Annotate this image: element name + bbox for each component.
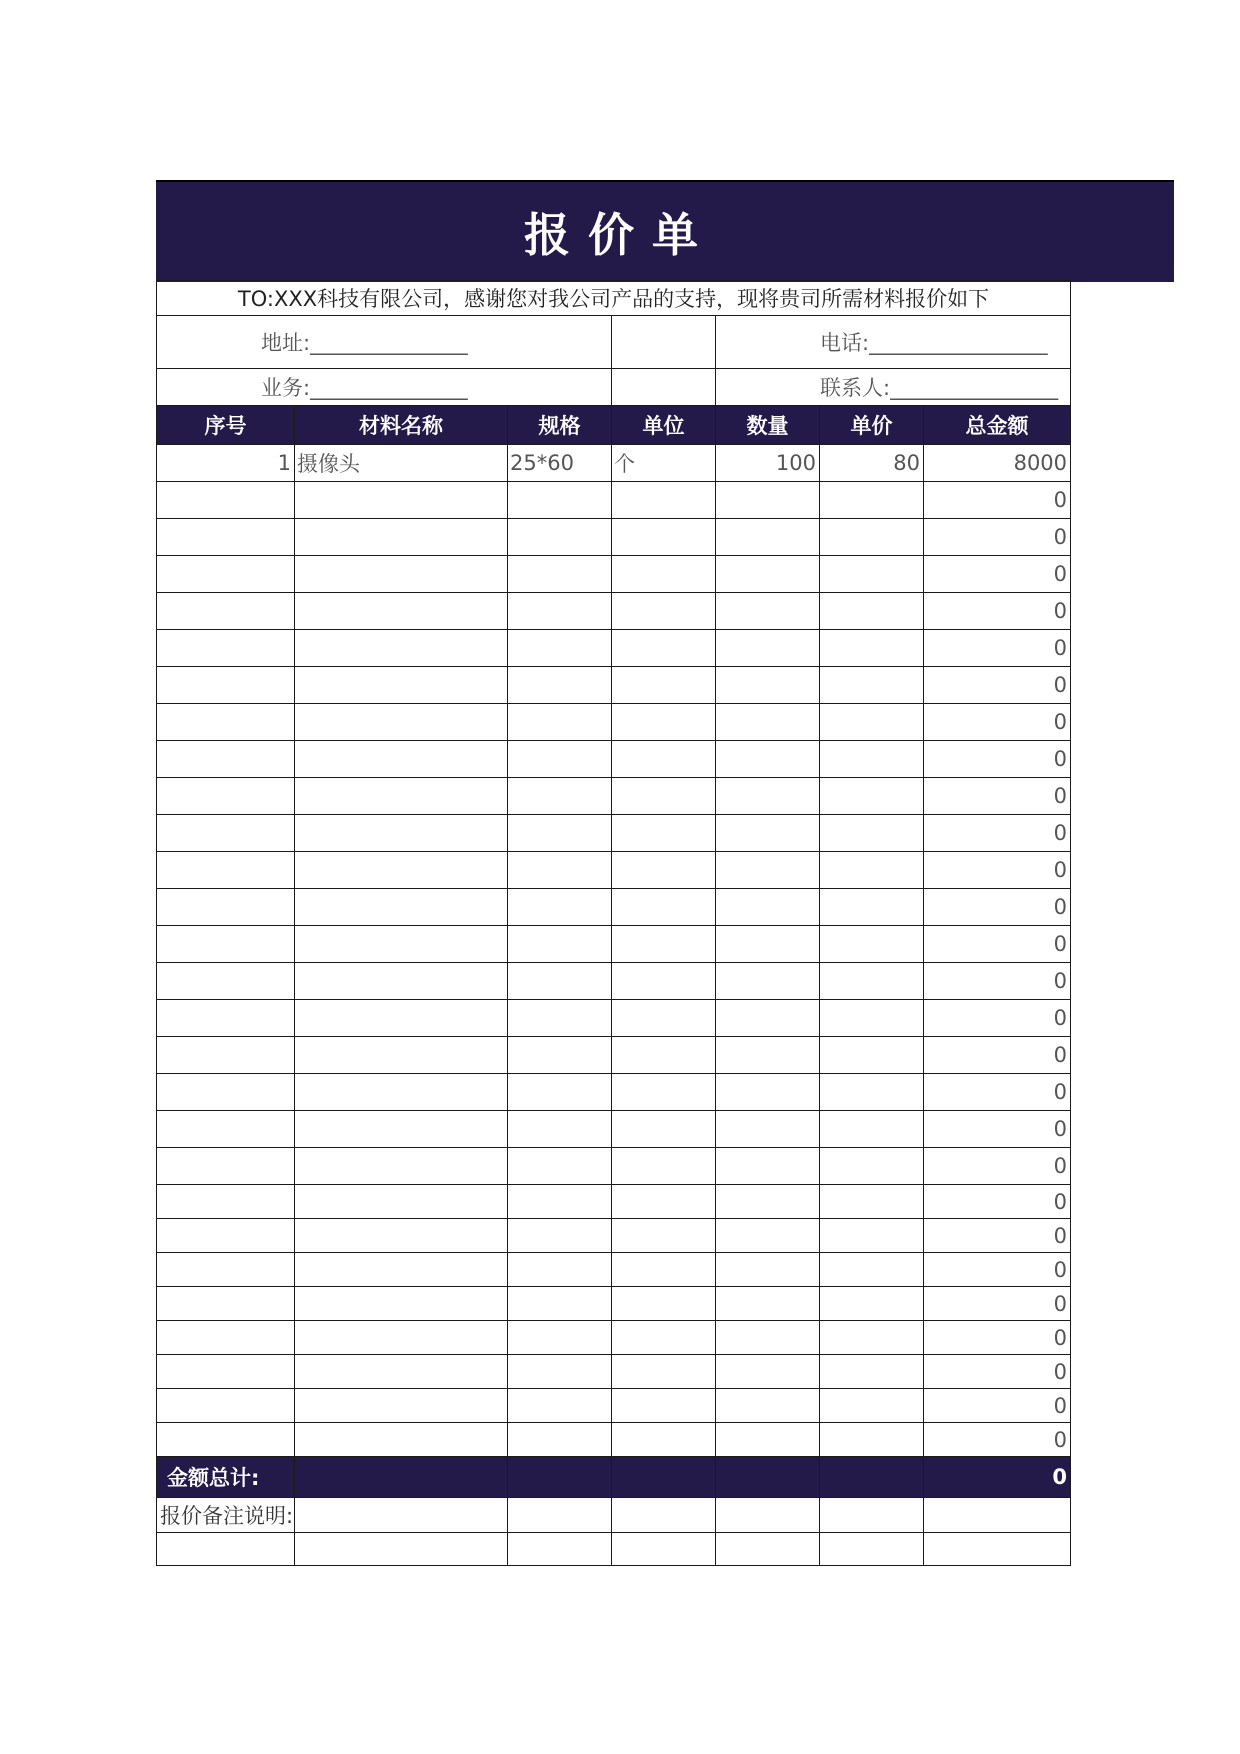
greeting-text[interactable]: TO:XXX科技有限公司，感谢您对我公司产品的支持，现将贵司所需材料报价如下: [157, 281, 1071, 316]
cell-index[interactable]: [157, 1389, 295, 1423]
cell-index[interactable]: [157, 741, 295, 778]
cell-qty[interactable]: [716, 852, 820, 889]
cell-index[interactable]: [157, 815, 295, 852]
table-row: [157, 963, 1071, 1000]
table-row: [157, 889, 1071, 926]
cell-spec[interactable]: [508, 593, 612, 630]
cell-spec[interactable]: [508, 1389, 612, 1423]
cell-index[interactable]: [157, 889, 295, 926]
cell-total[interactable]: 0: [924, 926, 1071, 963]
cell-spec[interactable]: [508, 1111, 612, 1148]
cell-total[interactable]: 0: [924, 556, 1071, 593]
cell-qty[interactable]: [716, 1074, 820, 1111]
cell-spec[interactable]: [508, 630, 612, 667]
cell-qty[interactable]: [716, 1111, 820, 1148]
cell-price[interactable]: [820, 1389, 924, 1423]
cell-spec[interactable]: [508, 963, 612, 1000]
cell-spec[interactable]: [508, 1287, 612, 1321]
total-row: [157, 1457, 1071, 1498]
cell-unit[interactable]: [612, 852, 716, 889]
cell-unit[interactable]: [612, 1037, 716, 1074]
notes-cell[interactable]: [820, 1533, 924, 1566]
cell-unit[interactable]: [612, 519, 716, 556]
cell-total[interactable]: 0: [924, 1111, 1071, 1148]
cell-total[interactable]: 0: [924, 667, 1071, 704]
cell-unit[interactable]: [612, 741, 716, 778]
table-row: [157, 445, 1071, 482]
cell-unit[interactable]: [612, 1355, 716, 1389]
cell-qty[interactable]: [716, 778, 820, 815]
cell-total[interactable]: 0: [924, 1219, 1071, 1253]
cell-unit[interactable]: [612, 778, 716, 815]
notes-cell[interactable]: [295, 1533, 508, 1566]
info-row-1: [157, 316, 1071, 369]
cell-total[interactable]: 0: [924, 1389, 1071, 1423]
cell-name[interactable]: [295, 1321, 508, 1355]
cell-total[interactable]: 0: [924, 1185, 1071, 1219]
cell-name[interactable]: [295, 889, 508, 926]
page-title: 报价单: [524, 208, 716, 262]
cell-spec[interactable]: [508, 1253, 612, 1287]
cell-name[interactable]: [295, 852, 508, 889]
cell-unit[interactable]: [612, 1074, 716, 1111]
cell-spec[interactable]: [508, 1037, 612, 1074]
cell-index[interactable]: [157, 556, 295, 593]
column-header-spec: 规格: [508, 406, 612, 445]
cell-index[interactable]: [157, 1253, 295, 1287]
notes-cell[interactable]: [716, 1498, 820, 1533]
notes-cell[interactable]: [612, 1533, 716, 1566]
cell-index[interactable]: [157, 963, 295, 1000]
business-field[interactable]: 业务:_______________: [157, 369, 612, 406]
cell-qty[interactable]: [716, 704, 820, 741]
cell-total[interactable]: 0: [924, 1253, 1071, 1287]
cell-total[interactable]: 0: [924, 1321, 1071, 1355]
greeting-row: [157, 281, 1071, 316]
cell-unit[interactable]: [612, 1219, 716, 1253]
notes-cell[interactable]: [924, 1498, 1071, 1533]
notes-cell[interactable]: [157, 1533, 295, 1566]
cell-name[interactable]: 摄像头: [295, 445, 508, 482]
cell-qty[interactable]: [716, 1423, 820, 1457]
cell-total[interactable]: 0: [924, 1037, 1071, 1074]
cell-name[interactable]: [295, 704, 508, 741]
notes-row-blank: [157, 1533, 1071, 1566]
quote-table: [156, 280, 1071, 1566]
notes-cell[interactable]: [612, 1498, 716, 1533]
table-row: [157, 1321, 1071, 1355]
cell-price[interactable]: [820, 1000, 924, 1037]
cell-index[interactable]: [157, 630, 295, 667]
cell-unit[interactable]: [612, 630, 716, 667]
cell-spec[interactable]: [508, 1185, 612, 1219]
cell-total[interactable]: 0: [924, 1000, 1071, 1037]
cell-total[interactable]: 0: [924, 889, 1071, 926]
table-row: [157, 1111, 1071, 1148]
cell-qty[interactable]: [716, 963, 820, 1000]
cell-price[interactable]: [820, 630, 924, 667]
notes-cell[interactable]: [508, 1533, 612, 1566]
column-header-row: [157, 406, 1071, 445]
notes-row: [157, 1498, 1071, 1533]
cell-name[interactable]: [295, 630, 508, 667]
cell-index[interactable]: [157, 1111, 295, 1148]
table-row: [157, 1389, 1071, 1423]
cell-spec[interactable]: [508, 889, 612, 926]
table-row: [157, 1000, 1071, 1037]
table-row: [157, 778, 1071, 815]
cell-total[interactable]: 0: [924, 1148, 1071, 1185]
cell-price[interactable]: [820, 1185, 924, 1219]
cell-qty[interactable]: [716, 593, 820, 630]
cell-spec[interactable]: [508, 519, 612, 556]
cell-total[interactable]: 0: [924, 778, 1071, 815]
table-row: [157, 1423, 1071, 1457]
cell-total[interactable]: 0: [924, 852, 1071, 889]
cell-index[interactable]: [157, 1185, 295, 1219]
cell-unit[interactable]: 个: [612, 445, 716, 482]
cell-unit[interactable]: [612, 667, 716, 704]
cell-total[interactable]: 8000: [924, 445, 1071, 482]
cell-price[interactable]: [820, 815, 924, 852]
cell-unit[interactable]: [612, 704, 716, 741]
cell-name[interactable]: [295, 556, 508, 593]
cell-unit[interactable]: [612, 815, 716, 852]
cell-unit[interactable]: [612, 482, 716, 519]
cell-spec[interactable]: [508, 556, 612, 593]
cell-name[interactable]: [295, 667, 508, 704]
cell-spec[interactable]: 25*60: [508, 445, 612, 482]
cell-total[interactable]: 0: [924, 630, 1071, 667]
cell-name[interactable]: [295, 1389, 508, 1423]
cell-name[interactable]: [295, 815, 508, 852]
table-row: [157, 593, 1071, 630]
cell-index[interactable]: [157, 1219, 295, 1253]
cell-name[interactable]: [295, 1287, 508, 1321]
info-row-2: [157, 369, 1071, 406]
cell-price[interactable]: [820, 1321, 924, 1355]
cell-name[interactable]: [295, 1423, 508, 1457]
cell-index[interactable]: [157, 667, 295, 704]
contact-field[interactable]: 联系人:________________: [716, 369, 1071, 406]
cell-qty[interactable]: [716, 482, 820, 519]
table-row: [157, 1219, 1071, 1253]
cell-price[interactable]: [820, 519, 924, 556]
cell-index[interactable]: 1: [157, 445, 295, 482]
table-row: [157, 852, 1071, 889]
cell-name[interactable]: [295, 482, 508, 519]
cell-price[interactable]: [820, 889, 924, 926]
cell-qty[interactable]: [716, 1355, 820, 1389]
cell-total[interactable]: 0: [924, 1287, 1071, 1321]
address-field[interactable]: 地址:_______________: [157, 316, 612, 369]
phone-field[interactable]: 电话:_________________: [716, 316, 1071, 369]
cell-spec[interactable]: [508, 778, 612, 815]
cell-index[interactable]: [157, 778, 295, 815]
cell-name[interactable]: [295, 1253, 508, 1287]
cell-spec[interactable]: [508, 1000, 612, 1037]
cell-index[interactable]: [157, 1000, 295, 1037]
cell-price[interactable]: [820, 926, 924, 963]
table-row: [157, 741, 1071, 778]
cell-total[interactable]: 0: [924, 704, 1071, 741]
cell-unit[interactable]: [612, 963, 716, 1000]
table-row: [157, 704, 1071, 741]
table-row: [157, 630, 1071, 667]
cell-price[interactable]: [820, 1355, 924, 1389]
table-row: [157, 556, 1071, 593]
info-spacer-cell[interactable]: [612, 316, 716, 369]
cell-qty[interactable]: [716, 741, 820, 778]
cell-name[interactable]: [295, 963, 508, 1000]
cell-index[interactable]: [157, 1287, 295, 1321]
cell-unit[interactable]: [612, 1000, 716, 1037]
total-value: 0: [924, 1457, 1071, 1498]
cell-price[interactable]: [820, 852, 924, 889]
cell-price[interactable]: [820, 1253, 924, 1287]
cell-index[interactable]: [157, 926, 295, 963]
notes-cell[interactable]: [295, 1498, 508, 1533]
cell-qty[interactable]: [716, 667, 820, 704]
cell-spec[interactable]: [508, 1321, 612, 1355]
cell-unit[interactable]: [612, 1423, 716, 1457]
cell-name[interactable]: [295, 778, 508, 815]
cell-qty[interactable]: [716, 556, 820, 593]
cell-index[interactable]: [157, 1148, 295, 1185]
cell-name[interactable]: [295, 1219, 508, 1253]
cell-unit[interactable]: [612, 1321, 716, 1355]
cell-qty[interactable]: [716, 1253, 820, 1287]
cell-total[interactable]: 0: [924, 593, 1071, 630]
cell-price[interactable]: [820, 482, 924, 519]
table-row: [157, 1287, 1071, 1321]
cell-total[interactable]: 0: [924, 1423, 1071, 1457]
cell-index[interactable]: [157, 593, 295, 630]
cell-qty[interactable]: [716, 519, 820, 556]
cell-unit[interactable]: [612, 1148, 716, 1185]
cell-price[interactable]: [820, 556, 924, 593]
cell-total[interactable]: 0: [924, 519, 1071, 556]
cell-price[interactable]: [820, 593, 924, 630]
table-row: [157, 1037, 1071, 1074]
cell-spec[interactable]: [508, 704, 612, 741]
cell-qty[interactable]: [716, 1185, 820, 1219]
cell-unit[interactable]: [612, 1287, 716, 1321]
cell-total[interactable]: 0: [924, 1355, 1071, 1389]
notes-cell[interactable]: [716, 1533, 820, 1566]
cell-total[interactable]: 0: [924, 482, 1071, 519]
cell-price[interactable]: [820, 1219, 924, 1253]
cell-name[interactable]: [295, 1074, 508, 1111]
cell-spec[interactable]: [508, 852, 612, 889]
cell-spec[interactable]: [508, 1423, 612, 1457]
table-row: [157, 926, 1071, 963]
cell-unit[interactable]: [612, 1389, 716, 1423]
cell-price[interactable]: 80: [820, 445, 924, 482]
cell-qty[interactable]: [716, 815, 820, 852]
table-row: [157, 519, 1071, 556]
cell-name[interactable]: [295, 1111, 508, 1148]
cell-index[interactable]: [157, 1423, 295, 1457]
cell-spec[interactable]: [508, 667, 612, 704]
cell-price[interactable]: [820, 778, 924, 815]
title-banner: [156, 180, 1174, 282]
table-row: [157, 1148, 1071, 1185]
total-cell: [612, 1457, 716, 1498]
cell-spec[interactable]: [508, 1355, 612, 1389]
total-cell: [716, 1457, 820, 1498]
cell-index[interactable]: [157, 704, 295, 741]
cell-price[interactable]: [820, 1074, 924, 1111]
cell-unit[interactable]: [612, 1111, 716, 1148]
cell-name[interactable]: [295, 593, 508, 630]
cell-price[interactable]: [820, 704, 924, 741]
total-cell: [508, 1457, 612, 1498]
cell-qty[interactable]: [716, 1287, 820, 1321]
cell-name[interactable]: [295, 1037, 508, 1074]
cell-qty[interactable]: [716, 1000, 820, 1037]
cell-unit[interactable]: [612, 926, 716, 963]
cell-unit[interactable]: [612, 593, 716, 630]
cell-name[interactable]: [295, 926, 508, 963]
cell-name[interactable]: [295, 741, 508, 778]
cell-qty[interactable]: [716, 889, 820, 926]
cell-name[interactable]: [295, 1148, 508, 1185]
total-label: 金额总计:: [157, 1457, 295, 1498]
cell-price[interactable]: [820, 1111, 924, 1148]
cell-qty[interactable]: [716, 630, 820, 667]
cell-price[interactable]: [820, 1037, 924, 1074]
cell-price[interactable]: [820, 1287, 924, 1321]
cell-index[interactable]: [157, 1321, 295, 1355]
column-header-total: 总金额: [924, 406, 1071, 445]
column-header-name: 材料名称: [295, 406, 508, 445]
cell-spec[interactable]: [508, 482, 612, 519]
cell-qty[interactable]: [716, 1219, 820, 1253]
table-row: [157, 1074, 1071, 1111]
cell-qty[interactable]: [716, 1148, 820, 1185]
cell-price[interactable]: [820, 1423, 924, 1457]
cell-total[interactable]: 0: [924, 741, 1071, 778]
table-row: [157, 482, 1071, 519]
cell-total[interactable]: 0: [924, 1074, 1071, 1111]
total-cell: [295, 1457, 508, 1498]
table-row: [157, 1355, 1071, 1389]
notes-cell[interactable]: [820, 1498, 924, 1533]
cell-total[interactable]: 0: [924, 815, 1071, 852]
column-header-unit: 单位: [612, 406, 716, 445]
cell-spec[interactable]: [508, 815, 612, 852]
column-header-index: 序号: [157, 406, 295, 445]
total-cell: [820, 1457, 924, 1498]
table-row: [157, 667, 1071, 704]
cell-name[interactable]: [295, 1185, 508, 1219]
cell-unit[interactable]: [612, 556, 716, 593]
cell-spec[interactable]: [508, 1219, 612, 1253]
notes-cell[interactable]: [924, 1533, 1071, 1566]
info-spacer-cell[interactable]: [612, 369, 716, 406]
cell-spec[interactable]: [508, 1148, 612, 1185]
cell-total[interactable]: 0: [924, 963, 1071, 1000]
cell-qty[interactable]: [716, 1389, 820, 1423]
cell-spec[interactable]: [508, 1074, 612, 1111]
cell-unit[interactable]: [612, 1253, 716, 1287]
notes-label: 报价备注说明:: [157, 1498, 295, 1533]
cell-qty[interactable]: 100: [716, 445, 820, 482]
cell-qty[interactable]: [716, 1321, 820, 1355]
cell-price[interactable]: [820, 963, 924, 1000]
cell-unit[interactable]: [612, 1185, 716, 1219]
cell-unit[interactable]: [612, 889, 716, 926]
cell-index[interactable]: [157, 482, 295, 519]
cell-price[interactable]: [820, 741, 924, 778]
table-row: [157, 815, 1071, 852]
cell-index[interactable]: [157, 1355, 295, 1389]
cell-name[interactable]: [295, 519, 508, 556]
column-header-qty: 数量: [716, 406, 820, 445]
cell-name[interactable]: [295, 1355, 508, 1389]
table-row: [157, 1185, 1071, 1219]
table-row: [157, 1253, 1071, 1287]
cell-qty[interactable]: [716, 1037, 820, 1074]
notes-cell[interactable]: [508, 1498, 612, 1533]
cell-price[interactable]: [820, 667, 924, 704]
cell-spec[interactable]: [508, 926, 612, 963]
cell-index[interactable]: [157, 519, 295, 556]
cell-spec[interactable]: [508, 741, 612, 778]
cell-price[interactable]: [820, 1148, 924, 1185]
cell-index[interactable]: [157, 1074, 295, 1111]
cell-index[interactable]: [157, 852, 295, 889]
cell-index[interactable]: [157, 1037, 295, 1074]
cell-name[interactable]: [295, 1000, 508, 1037]
column-header-price: 单价: [820, 406, 924, 445]
cell-qty[interactable]: [716, 926, 820, 963]
